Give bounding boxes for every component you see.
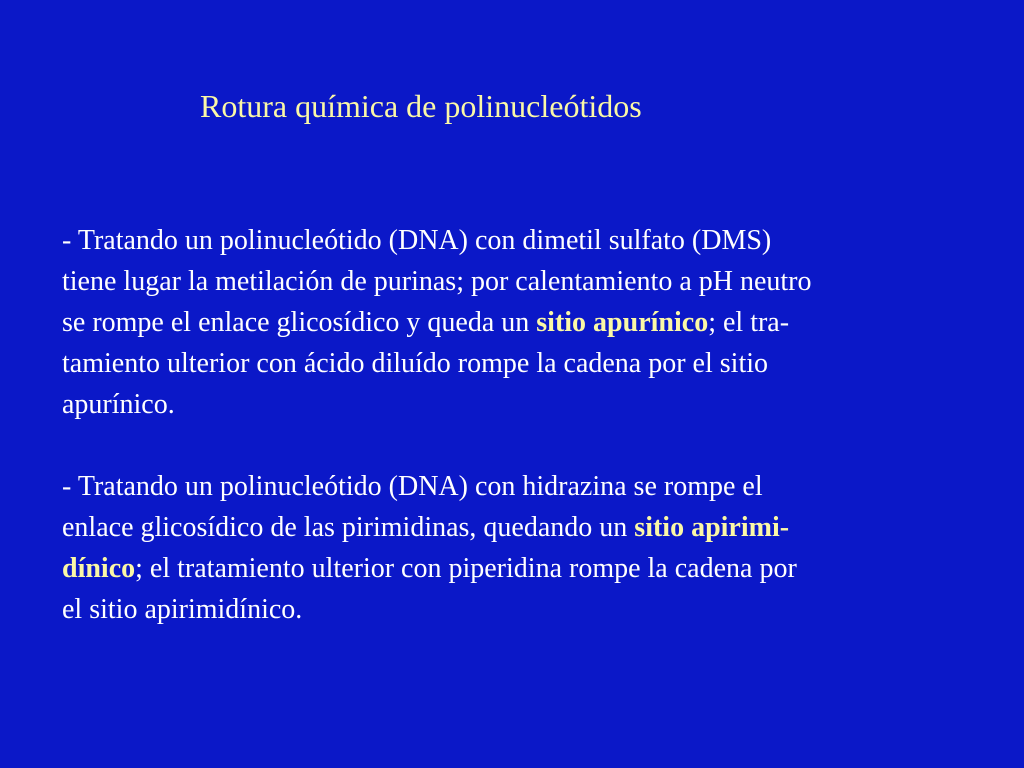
highlight-term-apurinic-site: sitio apurínico	[536, 307, 709, 338]
paragraph-line: - Tratando un polinucleótido (DNA) con dimetil sulfato (DMS)	[62, 225, 772, 256]
paragraph-line: apurínico.	[62, 389, 175, 420]
paragraph-line	[62, 302, 992, 343]
paragraph-line: - Tratando un polinucleótido (DNA) con hidrazina se rompe el	[62, 471, 763, 502]
paragraph-hydrazine	[62, 466, 992, 630]
paragraph-line: tiene lugar la metilación de purinas; por calentamiento a pH neutro	[62, 266, 812, 297]
highlight-term-apyrimidinic-site-cont: dínico	[62, 553, 136, 584]
paragraph-dms	[62, 220, 992, 425]
text-segment: se rompe el enlace glicosídico y queda un	[62, 307, 537, 338]
slide-title: Rotura química de polinucleótidos	[200, 88, 642, 124]
text-segment: enlace glicosídico de las pirimidinas, quedando un	[62, 512, 635, 543]
text-segment: ; el tratamiento ulterior con piperidina rompe la cadena por	[135, 553, 797, 584]
paragraph-line	[62, 548, 992, 589]
paragraph-line: tamiento ulterior con ácido diluído rompe la cadena por el sitio	[62, 348, 769, 379]
paragraph-line: el sitio apirimidínico.	[62, 594, 303, 625]
text-segment: ; el tra-	[708, 307, 790, 338]
highlight-term-apyrimidinic-site: sitio apirimi-	[634, 512, 790, 543]
paragraph-line	[62, 507, 992, 548]
